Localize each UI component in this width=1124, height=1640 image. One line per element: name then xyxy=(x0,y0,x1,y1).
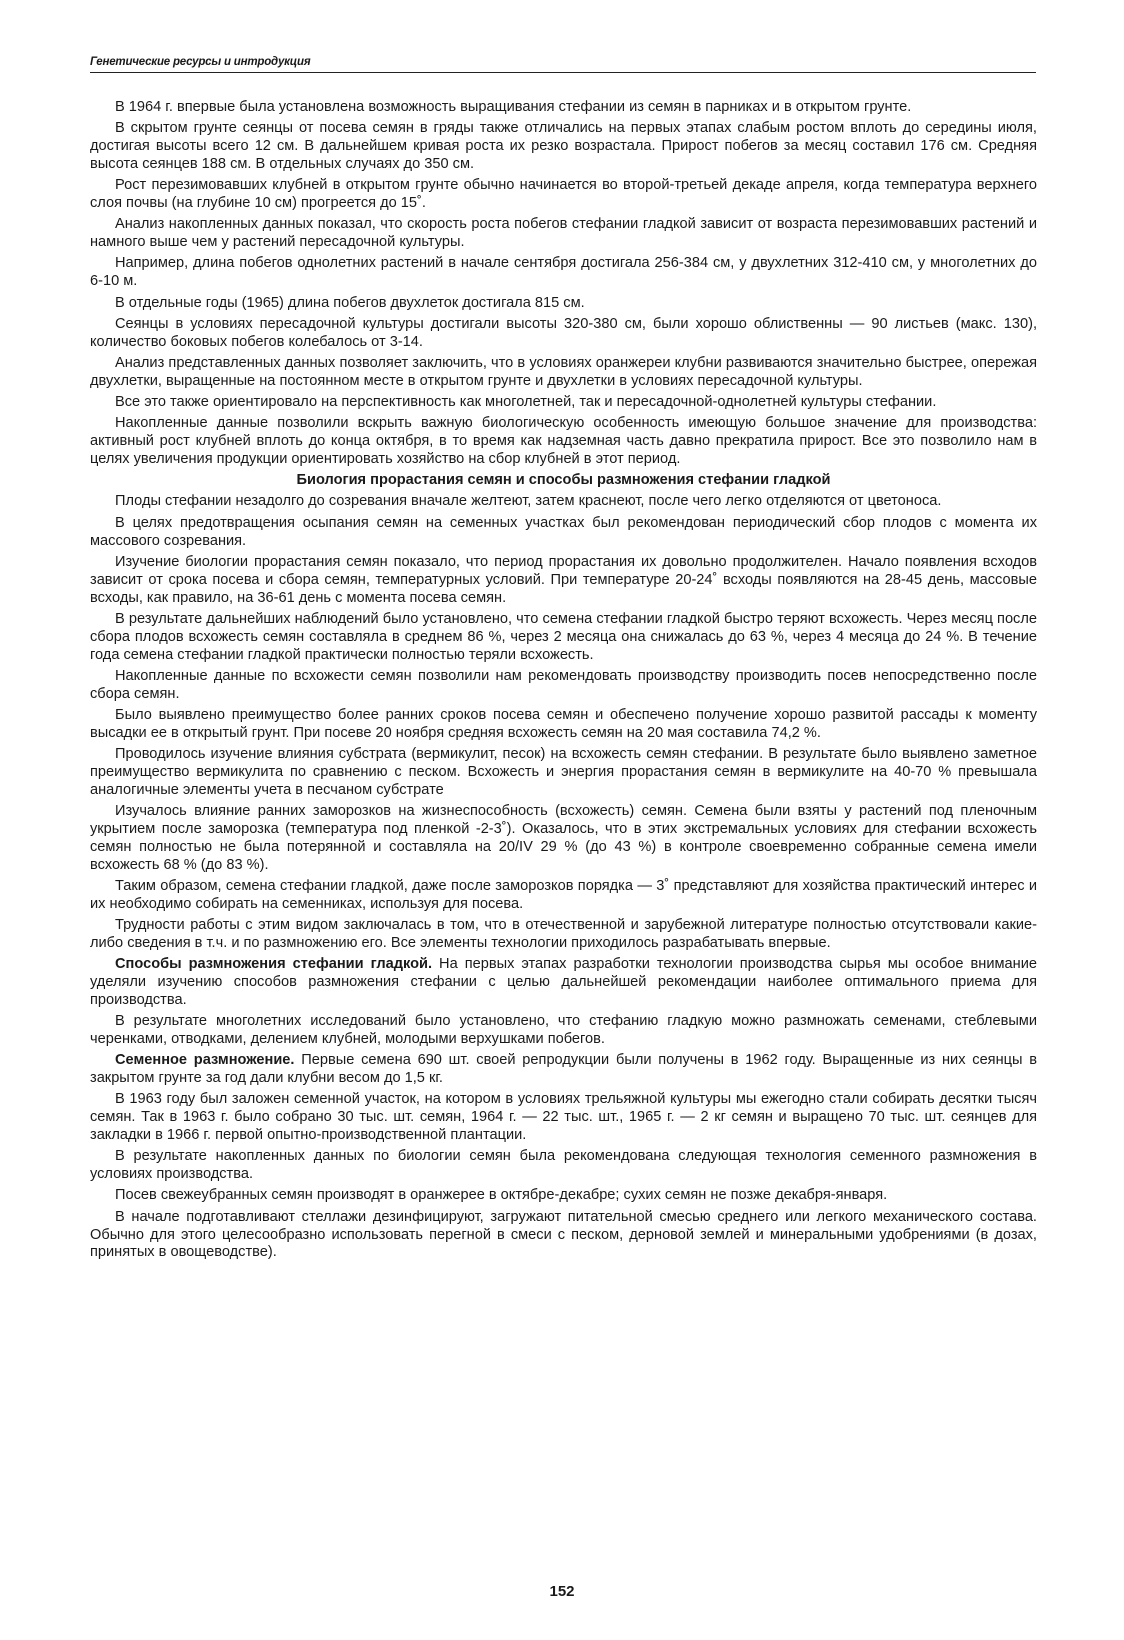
paragraph: В результате накопленных данных по биологии семян была рекомендована следующая технология семенного размножения в условиях производства. xyxy=(90,1148,1037,1183)
header-rule xyxy=(90,72,1036,73)
paragraph: В 1964 г. впервые была установлена возможность выращивания стефании из семян в парниках и в открытом грунте. xyxy=(115,99,912,115)
paragraph: В начале подготавливают стеллажи дезинфицируют, загружают питательной смесью среднего или легкого механического состава. Обычно для этого целесообразно использовать перегной в смеси с песком, дерновой землей и минеральными удобрениями (в дозах, принятых в овощеводстве). xyxy=(90,1208,1037,1261)
paragraph-propagation-methods xyxy=(90,956,1037,1010)
paragraph: Все это также ориентировало на перспективность как многолетней, так и пересадочной-однолетней культуры стефании. xyxy=(115,393,937,410)
body-text xyxy=(90,99,1037,1266)
paragraph: Сеянцы в условиях пересадочной культуры достигали высоты 320-380 см, были хорошо облиственны — 90 листьев (макс. 130), количество боковых побегов колебалось от 3-14. xyxy=(90,315,1037,350)
run-in-heading: Способы размножения стефании гладкой. xyxy=(115,956,433,973)
section-heading: Биология прорастания семян и способы размножения стефании гладкой xyxy=(296,472,831,489)
paragraph: Изучение биологии прорастания семян показало, что период прорастания их довольно продолжителен. Начало появления всходов зависит от срока посева и сбора семян, температурных условий. При температуре 20-24˚ всходы появляются на 28-45 день, массовые всходы, как правило, на 36-61 день с момента посева семян. xyxy=(90,553,1037,606)
run-in-heading: Семенное размножение. xyxy=(115,1052,295,1069)
paragraph: Посев свежеубранных семян производят в оранжерее в октябре-декабре; сухих семян не позже декабря-января. xyxy=(115,1187,888,1204)
paragraph: Например, длина побегов однолетних растений в начале сентября достигала 256-384 см, у двухлетних 312-410 см, у многолетних до 6-10 м. xyxy=(90,255,1037,290)
paragraph: В скрытом грунте сеянцы от посева семян в гряды также отличались на первых этапах слабым ростом вплоть до середины июля, достигая высоты всего 12 см. В дальнейшем кривая роста их резко возрастала. Прирост побегов за месяц составил 176 см. Средняя высота сеянцев 188 см. В отдельных случаях до 350 см. xyxy=(90,120,1037,173)
paragraph: В результате дальнейших наблюдений было установлено, что семена стефании гладкой быстро теряют всхожесть. Через месяц после сбора плодов всхожесть семян составляла в среднем 86 %, через 2 месяца она снижалась до 63 %, через 4 месяца до 24 %. В течение года семена стефании гладкой практически полностью теряли всхожесть. xyxy=(90,610,1037,663)
paragraph: Плоды стефании незадолго до созревания вначале желтеют, затем краснеют, после чего легко отделяются от цветоноса. xyxy=(115,493,942,510)
paragraph: В целях предотвращения осыпания семян на семенных участках был рекомендован периодический сбор плодов с момента их массового созревания. xyxy=(90,514,1037,549)
running-header: Генетические ресурсы и интродукция xyxy=(90,56,311,68)
paragraph: Анализ накопленных данных показал, что скорость роста побегов стефании гладкой зависит от возраста перезимовавших растений и намного выше чем у растений пересадочной культуры. xyxy=(90,216,1037,251)
paragraph: В отдельные годы (1965) длина побегов двухлеток достигала 815 см. xyxy=(115,294,585,311)
paragraph: В 1963 году был заложен семенной участок, на котором в условиях трельяжной культуры мы ежегодно стали собирать десятки тысяч семян. Так в 1963 г. было собрано 30 тыс. шт. семян, 1964 г. — 22 тыс. шт., 1965 г. — 2 кг семян и выращено 70 тыс. шт. сеянцев для закладки в 1966 г. первой опытно-производственной плантации. xyxy=(90,1091,1037,1144)
paragraph: Таким образом, семена стефании гладкой, даже после заморозков порядка — 3˚ представляют для хозяйства практический интерес и их необходимо собирать на семенниках, используя для посева. xyxy=(90,877,1037,912)
page-number: 152 xyxy=(549,1583,575,1600)
paragraph: Было выявлено преимущество более ранних сроков посева семян и обеспечено получение хорошо развитой рассады к моменту высадки ее в открытый грунт. При посеве 20 ноября средняя всхожесть семян на 20 мая составила 74,2 %. xyxy=(90,706,1037,741)
paragraph-text: На первых этапах разработки технологии производства сырья мы особое внимание уделяли изучению способов размножения стефании с целью дальнейшей рекомендации наиболее оптимального приема для производства. xyxy=(90,956,1037,1008)
paragraph: Анализ представленных данных позволяет заключить, что в условиях оранжереи клубни развиваются значительно быстрее, опережая двухлетки, выращенные на постоянном месте в открытом грунте и двухлетки в условиях пересадочной культуры. xyxy=(90,354,1037,389)
paragraph-seed-propagation xyxy=(90,1052,1037,1088)
paragraph: Рост перезимовавших клубней в открытом грунте обычно начинается во второй-третьей декаде апреля, когда температура верхнего слоя почвы (на глубине 10 см) прогреется до 15˚. xyxy=(90,177,1037,212)
paragraph: Накопленные данные по всхожести семян позволили нам рекомендовать производству производить посев непосредственно после сбора семян. xyxy=(90,667,1037,702)
paragraph: Трудности работы с этим видом заключалась в том, что в отечественной и зарубежной литературе полностью отсутствовали какие-либо сведения в т.ч. и по размножению его. Все элементы технологии приходилось разрабатывать впервые. xyxy=(90,917,1037,951)
paragraph: Проводилось изучение влияния субстрата (вермикулит, песок) на всхожесть семян стефании. В результате было выявлено заметное преимущество вермикулита по сравнению с песком. Всхожесть и энергия прорастания семян в вермикулите на 40-70 % превышала аналогичные элементы учета в песчаном субстрате xyxy=(90,745,1037,798)
paragraph: Накопленные данные позволили вскрыть важную биологическую особенность имеющую большое значение для производства: активный рост клубней вплоть до конца октября, в то время как надземная часть давно прекратила прирост. Все это позволило нам в целях увеличения продукции ориентировать хозяйство на сбор клубней в этот период. xyxy=(90,415,1037,467)
paragraph: Изучалось влияние ранних заморозков на жизнеспособность (всхожесть) семян. Семена были взяты у растений под пленочным укрытием после заморозка (температура под пленкой -2-3˚). Оказалось, что в этих экстремальных условиях для стефании всхожесть семян полностью не была потерянной и составляла на 20/IV 29 % (до 43 %) в контроле своевременно собранные семена имели всхожесть 68 % (до 83 %). xyxy=(90,802,1037,873)
paragraph-text: Первые семена 690 шт. своей репродукции были получены в 1962 году. Выращенные из них сеянцы в закрытом грунте за год дали клубни весом до 1,5 кг. xyxy=(90,1052,1038,1087)
paragraph: В результате многолетних исследований было установлено, что стефанию гладкую можно размножать семенами, стеблевыми черенками, отводками, делением клубней, молодыми верхушками побегов. xyxy=(90,1013,1037,1048)
